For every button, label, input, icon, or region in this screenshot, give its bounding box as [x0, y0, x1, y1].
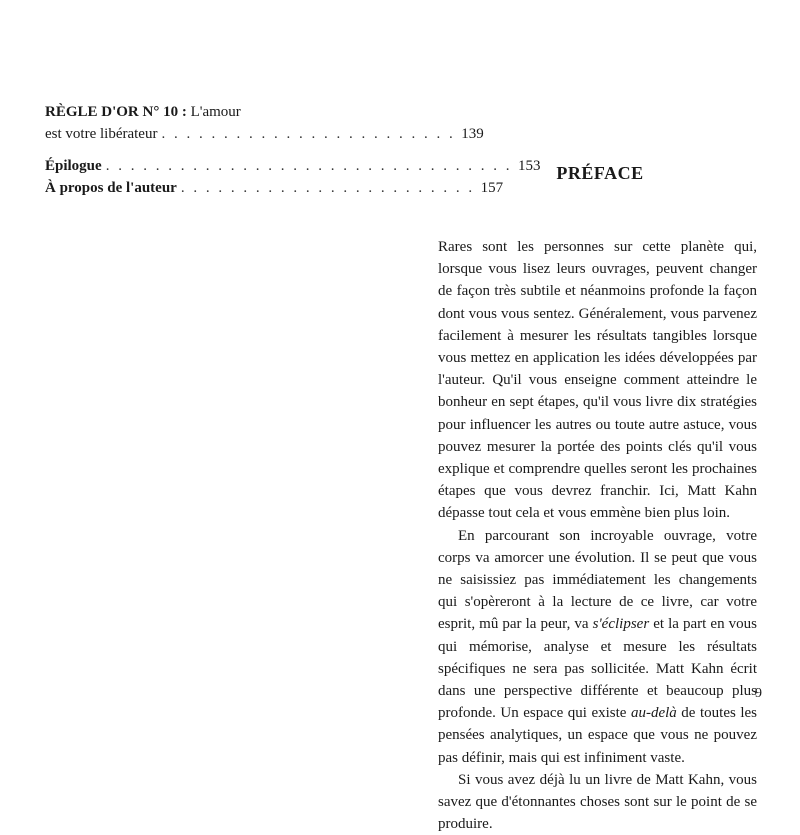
toc-dot-leader: . . . . . . . . . . . . . . . . . . . . . . . . . . . . . . . . .	[105, 158, 512, 174]
paragraph-3: Si vous avez déjà lu un livre de Matt Kahn, vous savez que d'étonnantes choses sont sur le point de se produire.	[438, 771, 757, 833]
chapter-title: PRÉFACE	[556, 163, 644, 183]
paragraph-2-part-a: En parcourant son incroyable ouvrage, votre corps va amorcer une évolution. Il se peut que vous ne saisissiez pas immédiatement les changements qui s'opèreront à la lecture de ce livre, car votre esprit, mû par la peur, va	[438, 527, 757, 633]
paragraph-2	[438, 525, 757, 769]
right-page	[400, 0, 800, 833]
toc-entry-bold-label: À propos de l'auteur	[45, 180, 177, 196]
toc-entry-about-author	[45, 177, 504, 199]
toc-dot-leader: . . . . . . . . . . . . . . . . . . . . . . . .	[161, 126, 456, 142]
toc-entry-bold-label: RÈGLE D'OR N° 10 :	[45, 104, 187, 120]
paragraph-2-part-c: de toutes les pensées analytiques, un espace que vous ne pouvez pas définir, mais qui est infiniment vaste.	[438, 705, 757, 766]
toc-page-number: 139	[461, 126, 484, 142]
paragraph-1: Rares sont les personnes sur cette planète qui, lorsque vous lisez leurs ouvrages, peuvent changer de façon très subtile et néanmoins profonde la façon dont vous vous sentez. Généralement, vous parvenez facilement à mesurer les résultats tangibles lorsque vous mettez en application les idées développées par l'auteur. Qu'il vous enseigne comment atteindre le bonheur en sept étapes, qu'il vous livre dix stratégies pour influencer les autres ou toute autre astuce, vous pouvez mesurer la portée des points clés qu'il vous explique et comprendre quelles seront les prochaines étapes que vous devrez franchir. Ici, Matt Kahn dépasse tout cela et vous emmène bien plus loin.	[438, 239, 757, 522]
emphasis-s-eclipser: s'éclipser	[592, 616, 650, 633]
toc-entry-bold-label: Épilogue	[45, 158, 102, 174]
paragraph-2-part-b: et la part en vous qui mémorise, analyse et mesure les résultats spécifiques ne sera pas sollicitée. Matt Kahn écrit dans une perspective différente et beaucoup plus profonde. Un espace qui existe	[438, 616, 757, 722]
page-number: 9	[755, 686, 762, 701]
toc-dot-leader: . . . . . . . . . . . . . . . . . . . . . . . .	[180, 180, 475, 196]
toc-page-number: 153	[517, 158, 541, 174]
emphasis-au-dela: au-delà	[630, 705, 677, 722]
toc-entry-line	[45, 177, 504, 199]
toc-entry-line	[45, 155, 541, 177]
toc-entry-label-continued: est votre libérateur	[45, 126, 158, 142]
table-of-contents	[45, 101, 541, 199]
toc-entry-epilogue	[45, 155, 541, 177]
preface-body	[438, 236, 757, 835]
toc-entry-title-line	[45, 101, 361, 123]
toc-entry-regle-10	[45, 101, 484, 145]
toc-entry-line	[45, 123, 484, 145]
toc-page-number: 157	[480, 180, 504, 196]
toc-entry-label-rest: L'amour	[186, 104, 241, 120]
